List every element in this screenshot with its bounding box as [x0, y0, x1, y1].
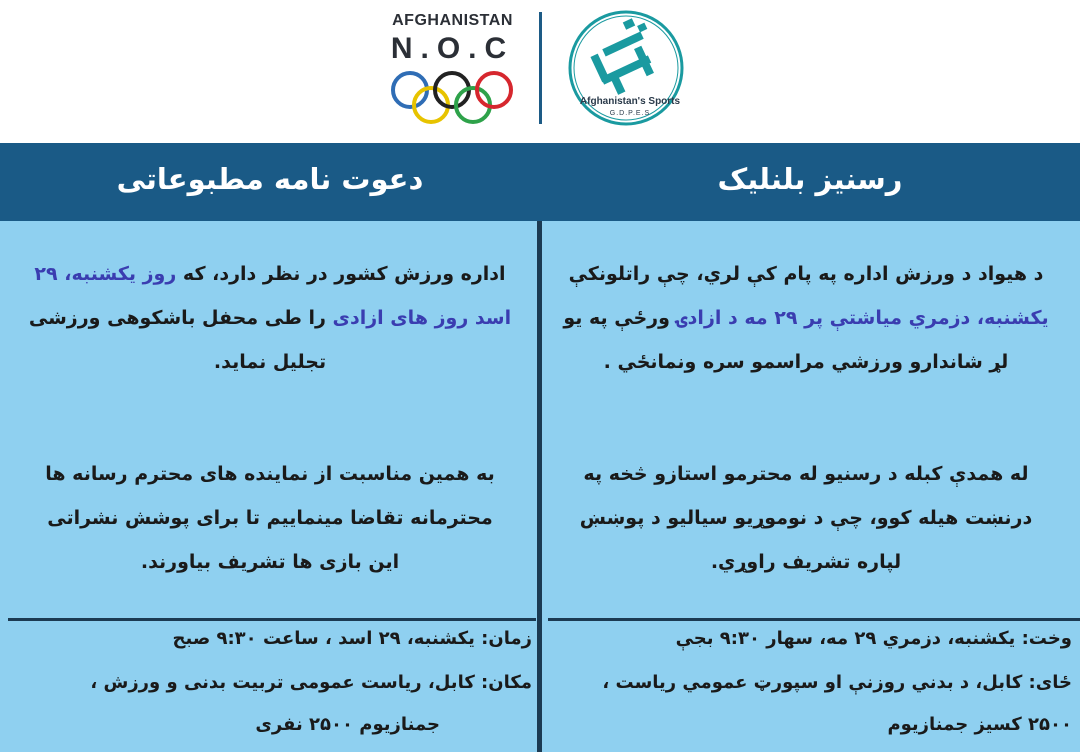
- column-divider: [537, 221, 542, 752]
- gdpes-subtitle: G.D.P.E.S: [609, 110, 651, 117]
- right-paragraph-1: [560, 252, 1052, 384]
- right-place: ځای: کابل، د بدني روزنې او سپورټ عمومي ریاست ،: [602, 672, 1072, 693]
- left-venue: جمنازیوم ۲۵۰۰ نفری: [255, 714, 440, 735]
- left-place: مکان: کابل، ریاست عمومی تربیت بدنی و ورزش ،: [90, 672, 532, 693]
- right-p1-highlight: یکشنبه، دزمري میاشتې پر ۲۹ مه د ازادۍ: [676, 307, 1049, 329]
- right-paragraph-2: له همدې کبله د رسنیو له محترمو استازو څخه په درنښت هیله کوو، چې د نوموړیو سیالیو د پوښښ لپاره تشریف راوړي.: [579, 463, 1033, 573]
- noc-acronym: N.O.C: [390, 32, 515, 65]
- header-divider: [539, 12, 542, 124]
- left-p1-text-c: را طی محفل باشکوهی ورزشی تجلیل نماید.: [28, 307, 333, 373]
- left-time: زمان: یکشنبه، ۲۹ اسد ، ساعت ۹:۳۰ صبح: [172, 628, 532, 649]
- title-band: [0, 143, 1080, 221]
- left-p1-highlight: روز یکشنبه، ۲۹ اسد روز های ازادی: [34, 263, 512, 329]
- noc-country: AFGHANISTAN: [392, 12, 513, 29]
- header: [0, 0, 1080, 143]
- left-title: دعوت نامه مطبوعاتی: [116, 162, 424, 196]
- right-title: رسنیز بلنلیک: [717, 162, 903, 196]
- noc-logo: [380, 12, 525, 66]
- right-time: وخت: یکشنبه، دزمري ۲۹ مه، سهار ۹:۳۰ بجې: [675, 628, 1072, 649]
- olympic-rings-icon: [390, 70, 514, 126]
- right-venue: ۲۵۰۰ کسیز جمنازیوم: [887, 714, 1072, 735]
- left-paragraph-1: [24, 252, 516, 384]
- right-p1-text-c: ورځې په یو لړ شاندارو ورزشي مراسمو سره ونمانځي .: [563, 307, 1009, 373]
- left-paragraph-2: به همین مناسبت از نماینده های محترم رسانه ها محترمانه تقاضا مینماییم تا برای پوشش نشراتی این بازی ها تشریف بیاورند.: [45, 463, 495, 573]
- left-p1-text-a: اداره ورزش کشور در نظر دارد، که: [176, 263, 506, 285]
- gdpes-title: Afghanistan's Sports: [579, 96, 681, 107]
- right-p1-text-a: د هیواد د ورزش اداره په پام کې لري، چې راتلونکې: [568, 263, 1044, 285]
